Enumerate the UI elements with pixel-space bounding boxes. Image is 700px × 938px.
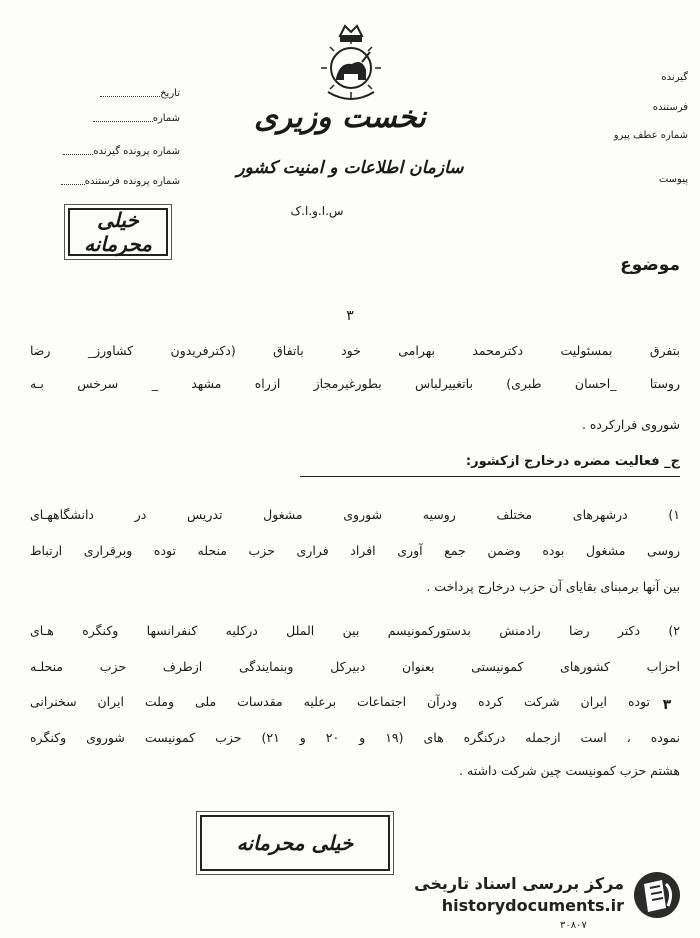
bottom-secret-stamp: خیلی محرمانه bbox=[200, 815, 390, 871]
document-number: ۳۰۸۰۷ bbox=[560, 920, 587, 931]
section-number: ۳ bbox=[346, 308, 354, 324]
item-1-line-2: روسی مشغول بوده وضمن جمع آوری افراد فراری حزب منحله توده وبرقراری ارتباط bbox=[30, 543, 680, 558]
lion-and-sun-emblem-icon bbox=[318, 22, 384, 108]
attachment-field: پیوست bbox=[658, 174, 688, 185]
paragraph-1-line-2: روستا _احسان طبری) باتغییرلباس بطورغیرمجاز ازراه مشهد _ سرخس بـه bbox=[30, 376, 680, 391]
archive-logo-icon bbox=[632, 870, 682, 920]
watermark-url: historydocuments.ir bbox=[441, 896, 624, 915]
reference-followup-field: شماره عطف پیرو bbox=[613, 130, 688, 141]
paragraph-1-line-3: شوروی فرارکرده . bbox=[581, 417, 680, 432]
top-secret-stamp: خیلی محرمانه bbox=[68, 208, 168, 256]
sender-field: فرستنده bbox=[652, 102, 688, 113]
item-2-line-2: احزاب کشورهای کمونیستی بعنوان دبیرکل وبنمایندگی ازطرف حزب منحلـه bbox=[30, 659, 680, 674]
reference-code: س.ا.و.ا.ک bbox=[290, 204, 344, 218]
date-field bbox=[30, 88, 180, 99]
archive-watermark bbox=[412, 868, 682, 922]
date-label: تاریخ bbox=[160, 88, 180, 99]
item-2-line-3: توده ایران شرکت کرده ودرآن اجتماعات برعلیه مقدسات ملی وملت ایران سخنرانی bbox=[30, 694, 650, 709]
receiver-file-field bbox=[30, 146, 180, 157]
ministry-title: نخست وزیری bbox=[254, 100, 426, 135]
page-marker: ۳ bbox=[662, 697, 672, 713]
sender-file-field bbox=[30, 176, 180, 187]
item-1-line-1: ۱) درشهرهای مختلف روسیه شوروی مشغول تدریس در دانشگاههـای bbox=[30, 507, 680, 522]
number-label: شماره bbox=[152, 113, 180, 124]
item-2-line-1: ۲) دکتر رضا رادمنش بدستورکمونیسم بین الملل درکلیه کنفرانسها وکنگره هـای bbox=[30, 623, 680, 638]
organization-title: سازمان اطلاعات و امنیت کشور bbox=[236, 158, 464, 178]
heading-underline bbox=[300, 476, 680, 477]
item-1-line-3: بین آنها برمبنای بقایای آن حزب درخارج پرداخت . bbox=[426, 579, 680, 594]
section-heading: ج_ فعالیت مضره درخارج ازکشور: bbox=[465, 454, 680, 469]
receiver-file-label: شماره پرونده گیرنده bbox=[93, 146, 180, 157]
recipient-field: گیرنده bbox=[661, 72, 688, 83]
number-field bbox=[30, 113, 180, 124]
paragraph-1-line-1: بتفرق بمسئولیت دکترمحمد بهرامی خود باتفاق (دکترفریدون کشاورز_ رضا bbox=[30, 343, 680, 358]
watermark-title: مرکز بررسی اسناد تاریخی bbox=[414, 874, 624, 893]
item-2-line-4: نموده ، است ازجمله درکنگره های (۱۹ و ۲۰ و ۲۱) حزب کمونیست شوروی وکنگره bbox=[30, 730, 680, 745]
sender-file-label: شماره پرونده فرستنده bbox=[84, 176, 180, 187]
item-2-line-5: هشتم حزب کمونیست چین شرکت داشته . bbox=[459, 763, 680, 778]
subject-label: موضوع bbox=[620, 255, 680, 275]
